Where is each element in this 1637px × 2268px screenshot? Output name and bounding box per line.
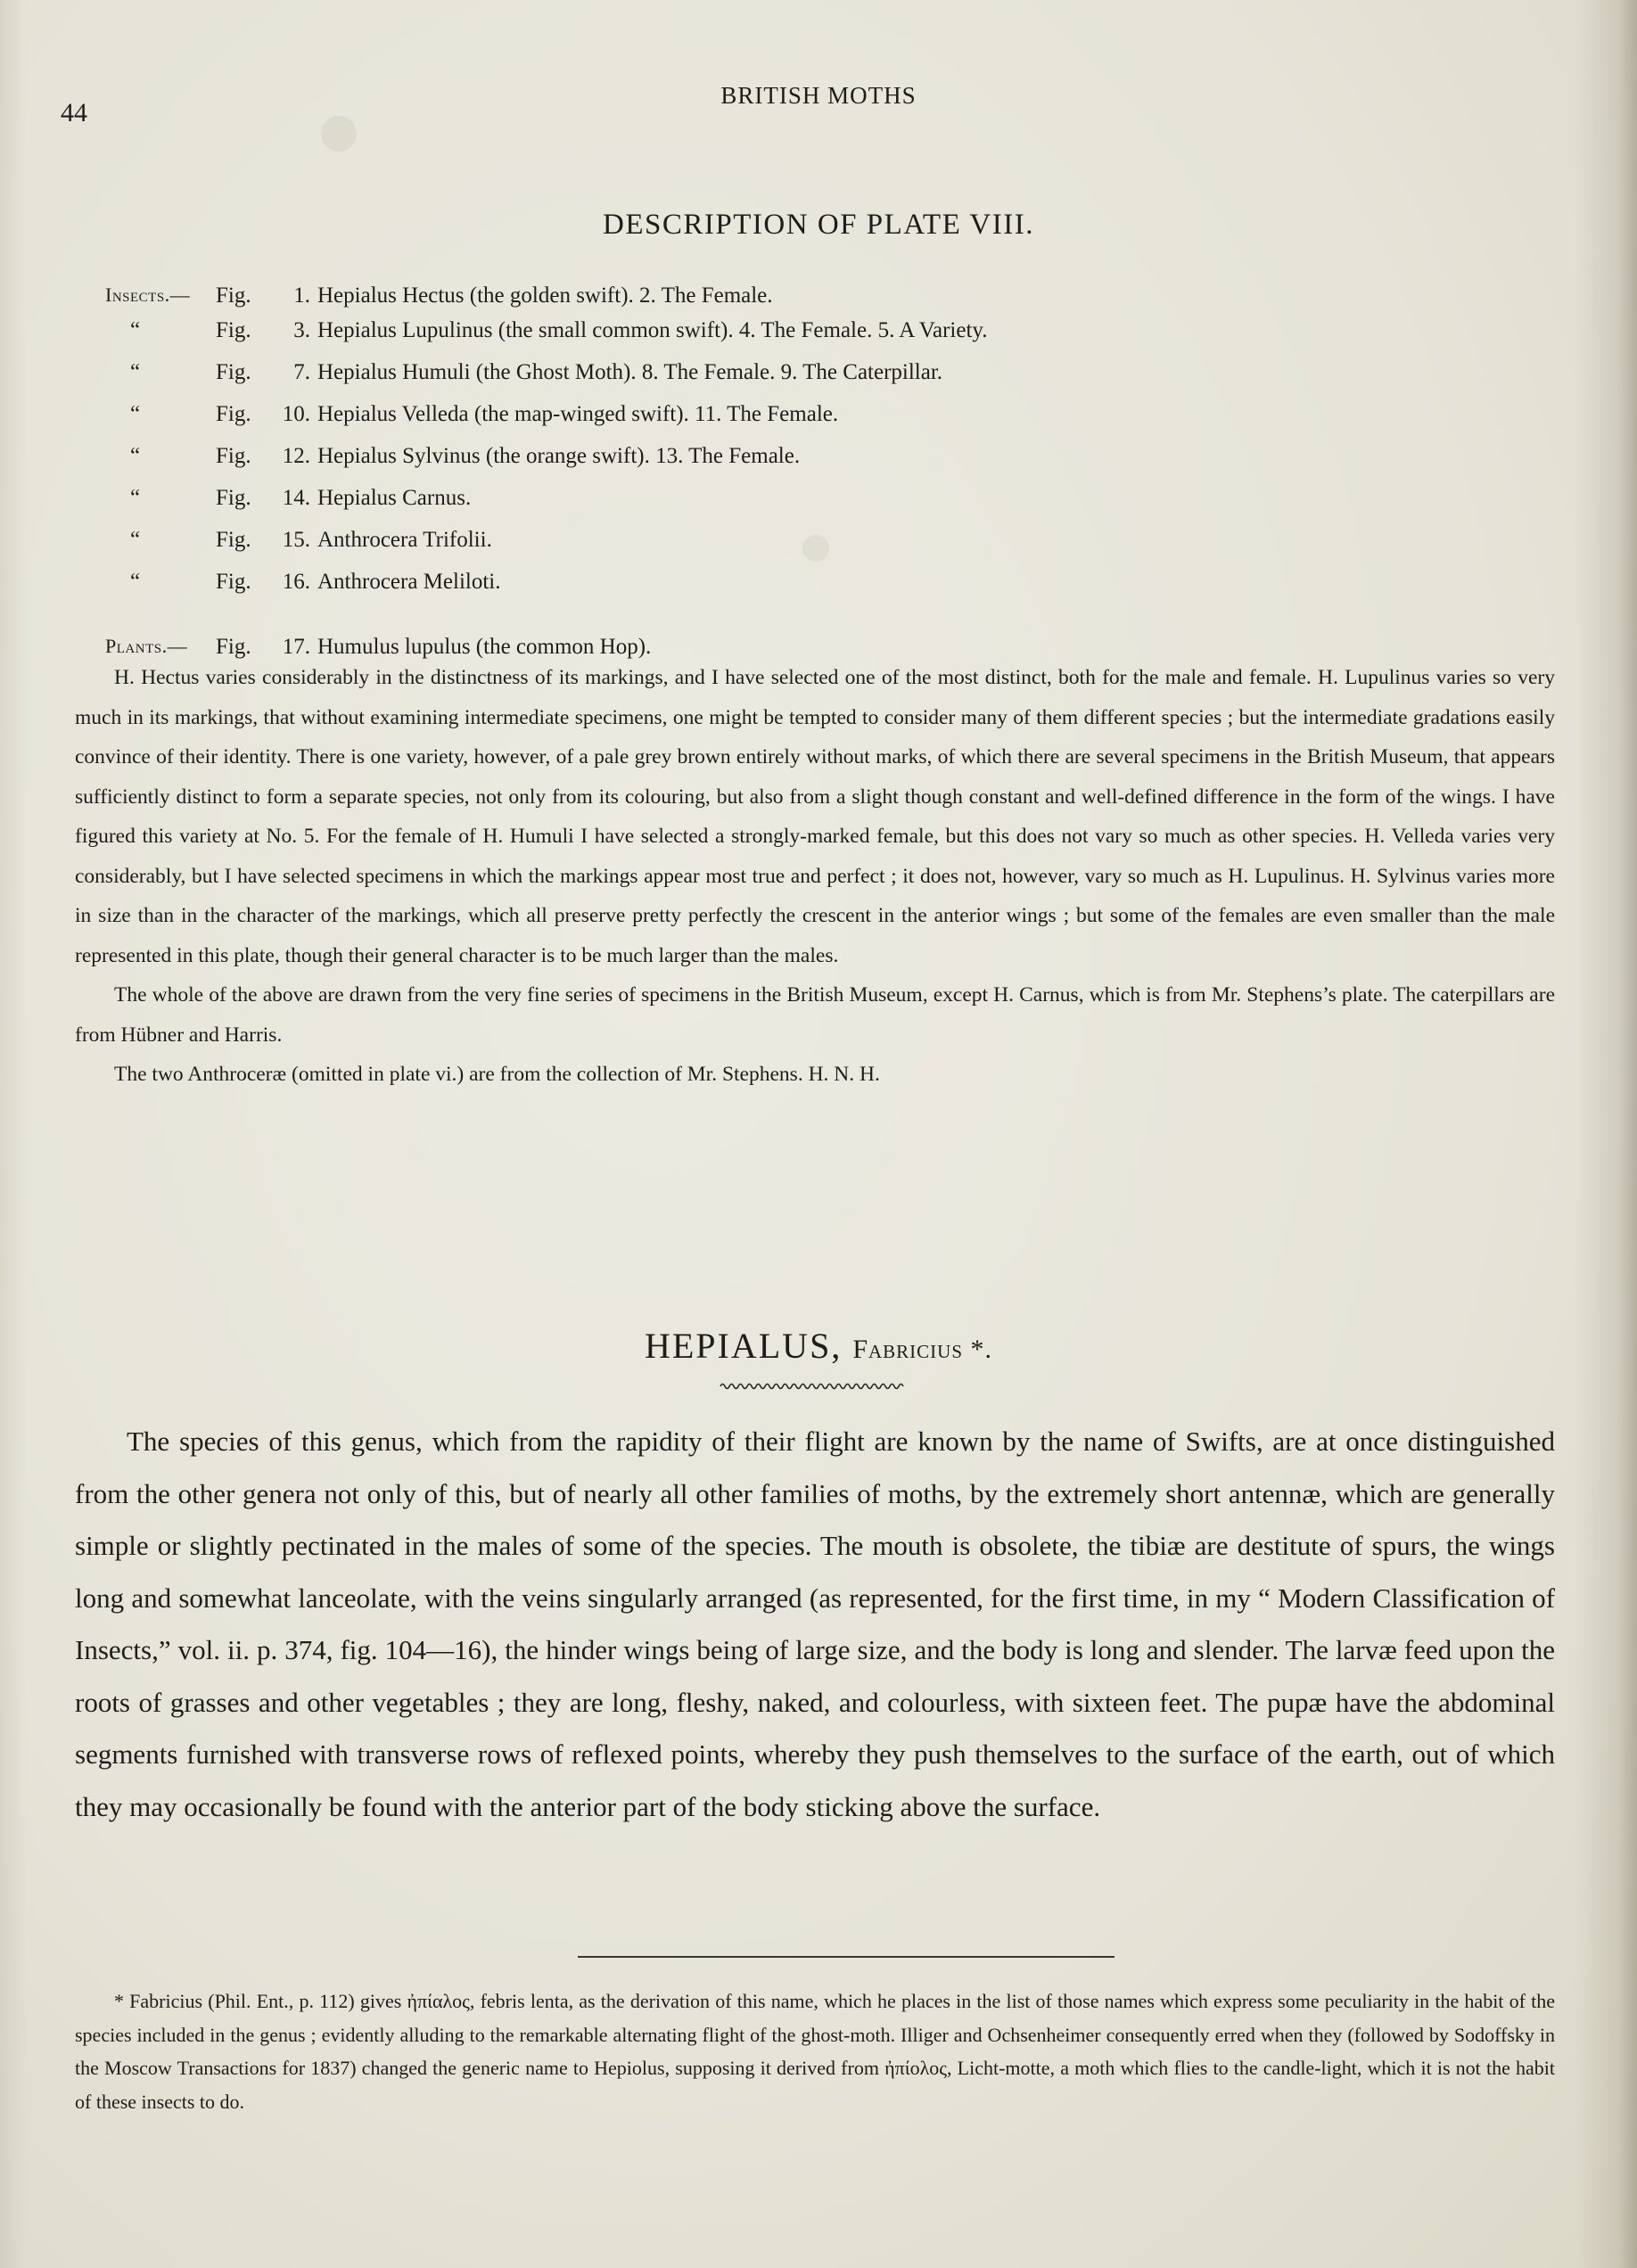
note-paragraph: H. Hectus varies considerably in the distinctness of its markings, and I have selected one of the most distinct, both for the male and female. H. Lupulinus varies so very much in its markings, that without examining intermediate specimens, one might be tempted to consider many of them different species ; but the intermediate gradations easily convince of their identity. There is one variety, however, of a pale grey brown entirely without marks, of which there are several specimens in the British Museum, that appears sufficiently distinct to form a separate species, not only from its colouring, but also from a slight though constant and well-defined difference in the form of the wings. I have figured this variety at No. 5. For the female of H. Humuli I have selected a strongly-marked female, but this does not vary so much as other species. H. Velleda varies very considerably, but I have selected specimens in which the markings appear most true and perfect ; it does not, however, vary so much as H. Lupulinus. H. Sylvinus varies more in size than in the character of the markings, which all preserve pretty perfectly the crescent in the anterior wings ; but some of the females are even smaller than the male represented in this plate, though their general character is to be much larger than the males. xyxy=(75,666,1555,967)
fig-label: Fig. xyxy=(216,444,251,468)
fig-label: Fig. xyxy=(216,635,251,659)
running-head: BRITISH MOTHS xyxy=(720,82,917,109)
fig-number: 12. xyxy=(282,444,310,468)
figure-row xyxy=(105,486,1264,528)
figure-row xyxy=(105,276,1264,318)
body-paragraph: The species of this genus, which from the rapidity of their flight are known by the name of Swifts, are at once distinguished from the other genera not only of this, but of nearly all other families of moths, by the extremely short antennæ, which are generally simple or slightly pectinated in the males of some of the species. The mouth is obsolete, the tibiæ are destitute of spurs, the wings long and somewhat lanceolate, with the veins singularly arranged (as represented, for the first time, in my “ Modern Classification of Insects,” vol. ii. p. 374, fig. 104—16), the hinder wings being of large size, and the body is long and slender. The larvæ feed upon the roots of grasses and other vegetables ; they are long, fleshy, naked, and colourless, with sixteen feet. The pupæ have the abdominal segments furnished with transverse rows of reflexed points, whereby they push themselves to the surface of the earth, out of which they may occasionally be found with the anterior part of the body sticking above the surface. xyxy=(75,1426,1555,1822)
fig-label: Fig. xyxy=(216,360,251,384)
fig-label: Fig. xyxy=(216,318,251,342)
note-paragraph: The two Anthroceræ (omitted in plate vi.) are from the collection of Mr. Stephens. H. N. H. xyxy=(114,1063,880,1086)
footnote xyxy=(75,1984,1555,2118)
fig-description: Hepialus Sylvinus (the orange swift). 13. The Female. xyxy=(317,444,801,468)
page-edge-shadow xyxy=(1575,0,1637,2268)
fig-number: 15. xyxy=(282,528,310,552)
footnote-rule xyxy=(578,1956,1115,1958)
genus-description xyxy=(75,1416,1555,1833)
ditto-mark: “ xyxy=(130,318,141,342)
page-number: 44 xyxy=(61,98,87,127)
fig-number: 1. xyxy=(293,284,310,308)
fig-description: Hepialus Carnus. xyxy=(317,486,472,510)
fig-number: 14. xyxy=(282,486,310,510)
fig-label: Fig. xyxy=(216,402,251,426)
fig-description: Hepialus Humuli (the Ghost Moth). 8. The Female. 9. The Caterpillar. xyxy=(317,360,943,384)
figure-row xyxy=(105,318,1264,360)
fig-number: 10. xyxy=(282,402,310,426)
genus-heading xyxy=(0,1325,1637,1367)
paper-stain xyxy=(321,116,357,152)
figure-row xyxy=(105,570,1264,612)
fig-number: 16. xyxy=(282,570,310,594)
fig-label: Fig. xyxy=(216,528,251,552)
fig-number: 17. xyxy=(282,635,310,659)
plate-title: DESCRIPTION OF PLATE VIII. xyxy=(603,209,1034,241)
fig-label: Fig. xyxy=(216,486,251,510)
fig-description: Humulus lupulus (the common Hop). xyxy=(317,635,652,659)
plants-label: Plants.— xyxy=(105,635,188,657)
fig-description: Hepialus Velleda (the map-winged swift). 11. The Female. xyxy=(317,402,839,426)
ditto-mark: “ xyxy=(130,444,141,468)
figure-row xyxy=(105,444,1264,486)
gutter-shadow xyxy=(0,0,27,2268)
fig-number: 3. xyxy=(293,318,310,342)
plate-notes xyxy=(75,658,1555,1095)
figure-row xyxy=(105,528,1264,570)
fig-description: Anthrocera Meliloti. xyxy=(317,570,501,594)
ditto-mark: “ xyxy=(130,528,141,552)
figure-row xyxy=(105,402,1264,444)
ditto-mark: “ xyxy=(130,402,141,426)
fig-number: 7. xyxy=(293,360,310,384)
ornamental-rule xyxy=(719,1380,906,1393)
fig-description: Hepialus Hectus (the golden swift). 2. The Female. xyxy=(317,284,773,308)
fig-description: Hepialus Lupulinus (the small common swift). 4. The Female. 5. A Variety. xyxy=(317,318,988,342)
insects-label: Insects.— xyxy=(105,284,191,306)
figure-row xyxy=(105,360,1264,402)
genus-author: Fabricius *. xyxy=(852,1335,993,1364)
genus-name: HEPIALUS, xyxy=(644,1326,843,1366)
footnote-text: * Fabricius (Phil. Ent., p. 112) gives ἠπίαλος, febris lenta, as the derivation of this name, which he places in the list of those names which express some peculiarity in the habit of the species included in the genus ; evidently alluding to the remarkable alternating flight of the ghost-moth. Illiger and Ochsenheimer consequently erred when they (followed by Sodoffsky in the Moscow Transactions for 1837) changed the generic name to Hepiolus, supposing it derived from ἠπίολος, Licht-motte, a moth which flies to the candle-light, which it is not the habit of these insects to do. xyxy=(75,1990,1555,2113)
fig-label: Fig. xyxy=(216,570,251,594)
note-paragraph: The whole of the above are drawn from the very fine series of specimens in the British Museum, except H. Carnus, which is from Mr. Stephens’s plate. The caterpillars are from Hübner and Harris. xyxy=(75,983,1555,1047)
ditto-mark: “ xyxy=(130,360,141,384)
fig-description: Anthrocera Trifolii. xyxy=(317,528,492,552)
ditto-mark: “ xyxy=(130,486,141,510)
figure-list xyxy=(105,276,1264,670)
ditto-mark: “ xyxy=(130,570,141,594)
fig-label: Fig. xyxy=(216,284,251,308)
